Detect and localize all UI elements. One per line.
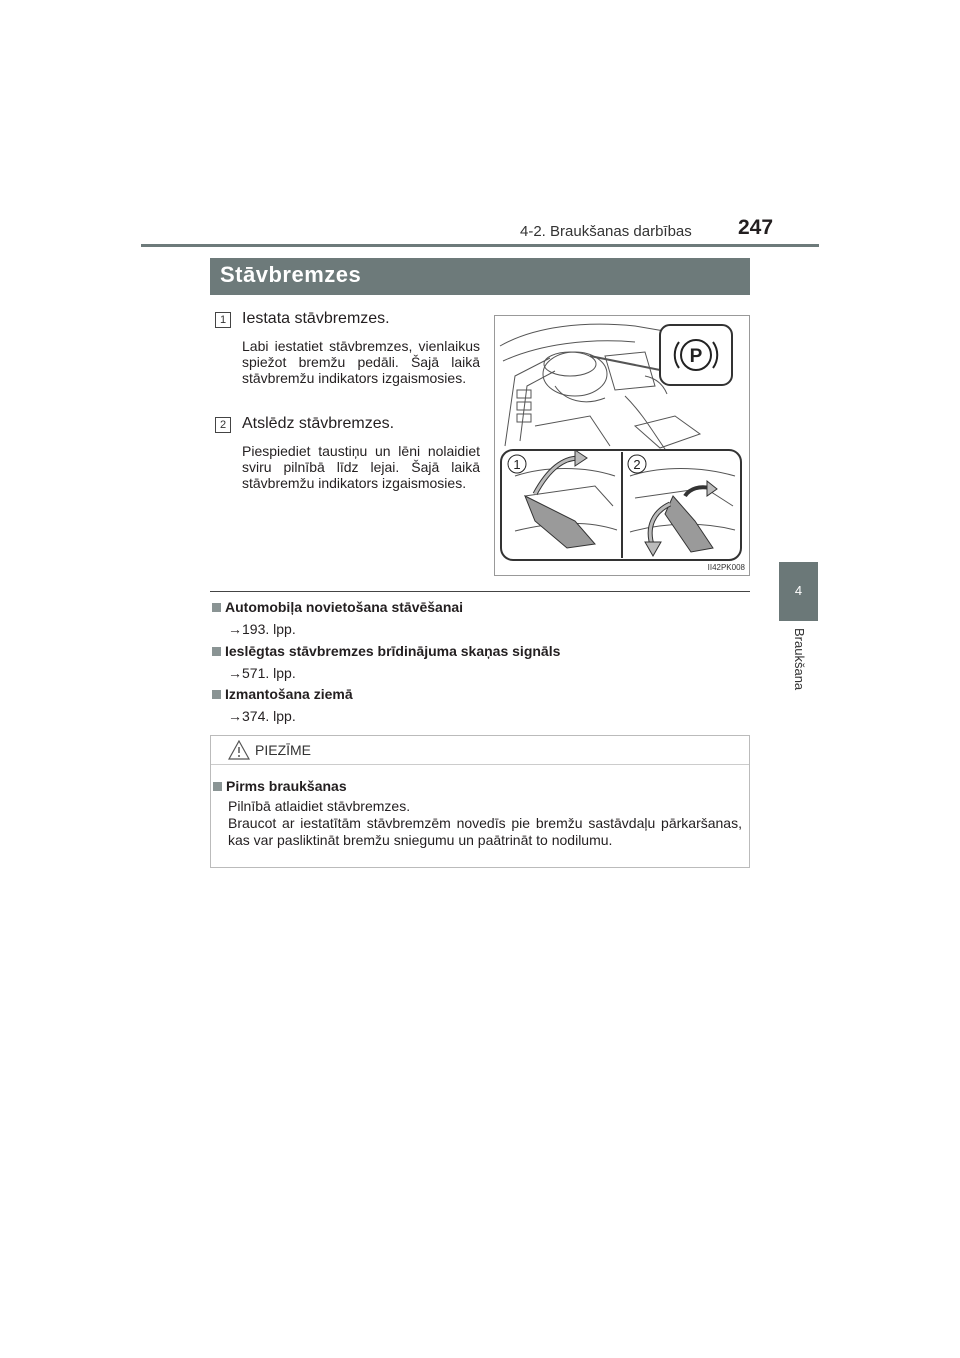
page-reference: →374. lpp. — [228, 708, 296, 724]
list-item — [212, 643, 560, 659]
note-line-2: Braucot ar iestatītām stāvbremzēm novedīs pie bremžu sastāvdaļu pārkaršanas, kas var pasliktināt bremžu sniegumu un paātrināt to nodilumu. — [228, 815, 742, 848]
list-item — [212, 686, 353, 702]
header-rule — [141, 244, 819, 247]
note-line-1: Pilnībā atlaidiet stāvbremzes. — [228, 798, 411, 814]
page-reference: →571. lpp. — [228, 665, 296, 681]
note-box — [210, 735, 750, 868]
square-bullet-icon — [213, 782, 222, 791]
step-title-1: Iestata stāvbremzes. — [242, 310, 390, 327]
square-bullet-icon — [212, 603, 221, 612]
note-item — [213, 778, 347, 794]
step-title-2: Atslēdz stāvbremzes. — [242, 415, 395, 432]
step-1 — [215, 312, 480, 407]
chapter-tab: 4 — [779, 562, 818, 621]
note-header — [211, 736, 749, 765]
item-heading: Ieslēgtas stāvbremzes brīdinājuma skaņas signāls — [225, 643, 561, 659]
section-divider — [210, 591, 750, 592]
square-bullet-icon — [212, 690, 221, 699]
page-title: Stāvbremzes — [210, 258, 750, 295]
step-desc-1: Labi iestatiet stāvbremzes, vienlaikus spiežot bremžu pedāli. Šajā laikā stāvbremžu indikators izgaismosies. — [242, 338, 480, 386]
step-number-2: 2 — [215, 417, 231, 433]
note-text — [228, 798, 742, 849]
illus-callout-2: 2 — [633, 457, 641, 472]
note-label: PIEZĪME — [255, 742, 312, 758]
parking-brake-illustration — [494, 315, 750, 576]
note-item-heading: Pirms braukšanas — [226, 778, 347, 794]
warning-triangle-icon — [228, 740, 250, 760]
page-number: 247 — [738, 216, 774, 239]
illustration-drawing — [495, 316, 751, 577]
item-heading: Izmantošana ziemā — [225, 686, 353, 702]
square-bullet-icon — [212, 647, 221, 656]
indicator-symbol: P — [689, 346, 703, 367]
header-section-title: 4-2. Braukšanas darbības — [520, 223, 692, 240]
illus-callout-1: 1 — [513, 457, 521, 472]
item-heading: Automobiļa novietošana stāvēšanai — [225, 599, 464, 615]
step-desc-2: Piespiediet taustiņu un lēni nolaidiet sviru pilnībā līdz lejai. Šajā laikā stāvbremžu indikators izgaismosies. — [242, 443, 480, 491]
chapter-label: Braukšana — [792, 628, 807, 691]
step-number-1: 1 — [215, 312, 231, 328]
illustration-code: II42PK008 — [707, 563, 745, 572]
step-2 — [215, 417, 480, 512]
page-reference: →193. lpp. — [228, 621, 296, 637]
list-item — [212, 599, 463, 615]
